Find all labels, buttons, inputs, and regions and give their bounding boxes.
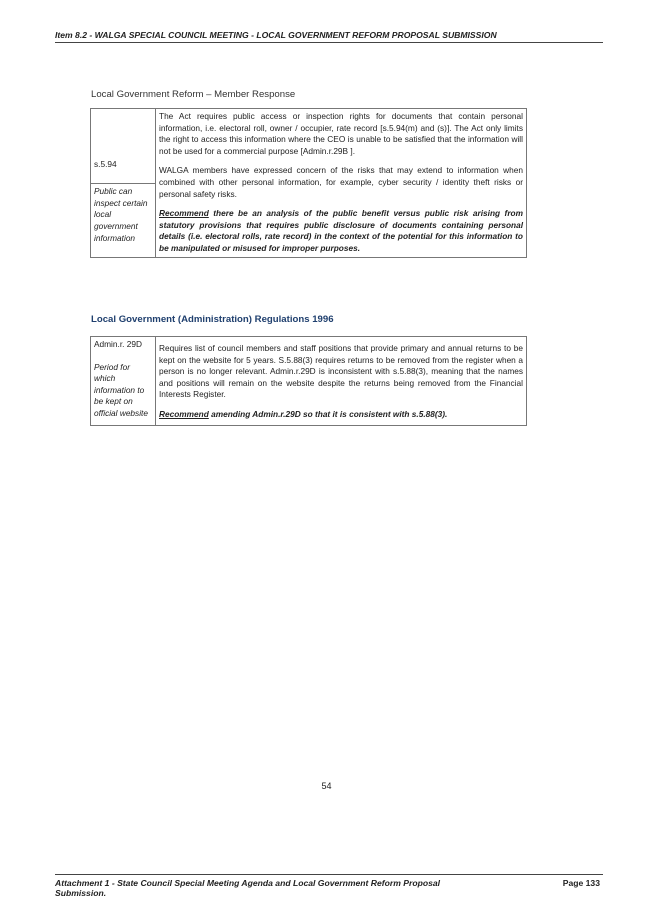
page-number: 54 [321, 781, 332, 791]
s594-reference-cell [91, 109, 156, 184]
s594-recommendation [159, 208, 523, 254]
s594-paragraph-1: The Act requires public access or inspection rights for documents that contain personal information, i.e. electoral roll, owner / occupier, rate record [s.5.94(m) and (s)]. The Act only limits the right to access this information where the CEO is unable to be satisfied that the information will not be used for a commercial purpose [Admin.r.29B ]. [159, 111, 523, 156]
s594-topic: Public can inspect certain local government information [94, 186, 148, 243]
r29d-reference: Admin.r. 29D [94, 339, 142, 349]
footer-page-label: Page 133 [562, 878, 600, 888]
document-footer [55, 874, 603, 898]
s594-table [90, 108, 527, 258]
s594-recommend-text: there be an analysis of the public benefit versus public risk arising from statutory provisions that requires public disclosure of documents containing personal details (i.e. electoral rolls, rate record) in the context of the potential for this information to be manipulated or misused for improper purposes. [159, 208, 523, 253]
section-heading-member-response: Local Government Reform – Member Response [91, 89, 296, 100]
footer-attachment-text: Attachment 1 - State Council Special Meeting Agenda and Local Government Reform Proposal Submission. [55, 878, 441, 898]
r29d-recommend-word: Recommend [159, 408, 209, 419]
r29d-recommendation [159, 409, 523, 421]
section-heading-admin-regulations: Local Government (Administration) Regulations 1996 [91, 314, 334, 325]
s594-reference: s.5.94 [94, 159, 117, 169]
s594-topic-cell [91, 184, 156, 257]
r29d-left-cell [91, 337, 156, 426]
r29d-content-cell [156, 337, 527, 426]
s594-paragraph-2: WALGA members have expressed concern of the risks that may extend to information when combined with other personal information, for example, cyber security / identity theft risks or personal safety risks. [159, 165, 523, 199]
document-header: Item 8.2 - WALGA SPECIAL COUNCIL MEETING - LOCAL GOVERNMENT REFORM PROPOSAL SUBMISSION [55, 30, 603, 43]
r29d-recommend-text: amending Admin.r.29D so that it is consistent with s.5.88(3). [208, 408, 448, 419]
r29d-topic: Period for which information to be kept on official website [94, 361, 148, 418]
s594-recommend-word: Recommend [159, 208, 209, 219]
admin-r29d-table [90, 336, 527, 426]
s594-content-cell [156, 109, 527, 258]
r29d-paragraph-1: Requires list of council members and staff positions that provide primary and annual returns to be kept on the website for 5 years. S.5.88(3) requires returns to be removed from the register when a person is no longer relevant. Admin.r.29D is inconsistent with s.5.88(3), meaning that the names and positions will remain on the website despite the returns being removed from the Financial Interests Register. [159, 343, 523, 400]
